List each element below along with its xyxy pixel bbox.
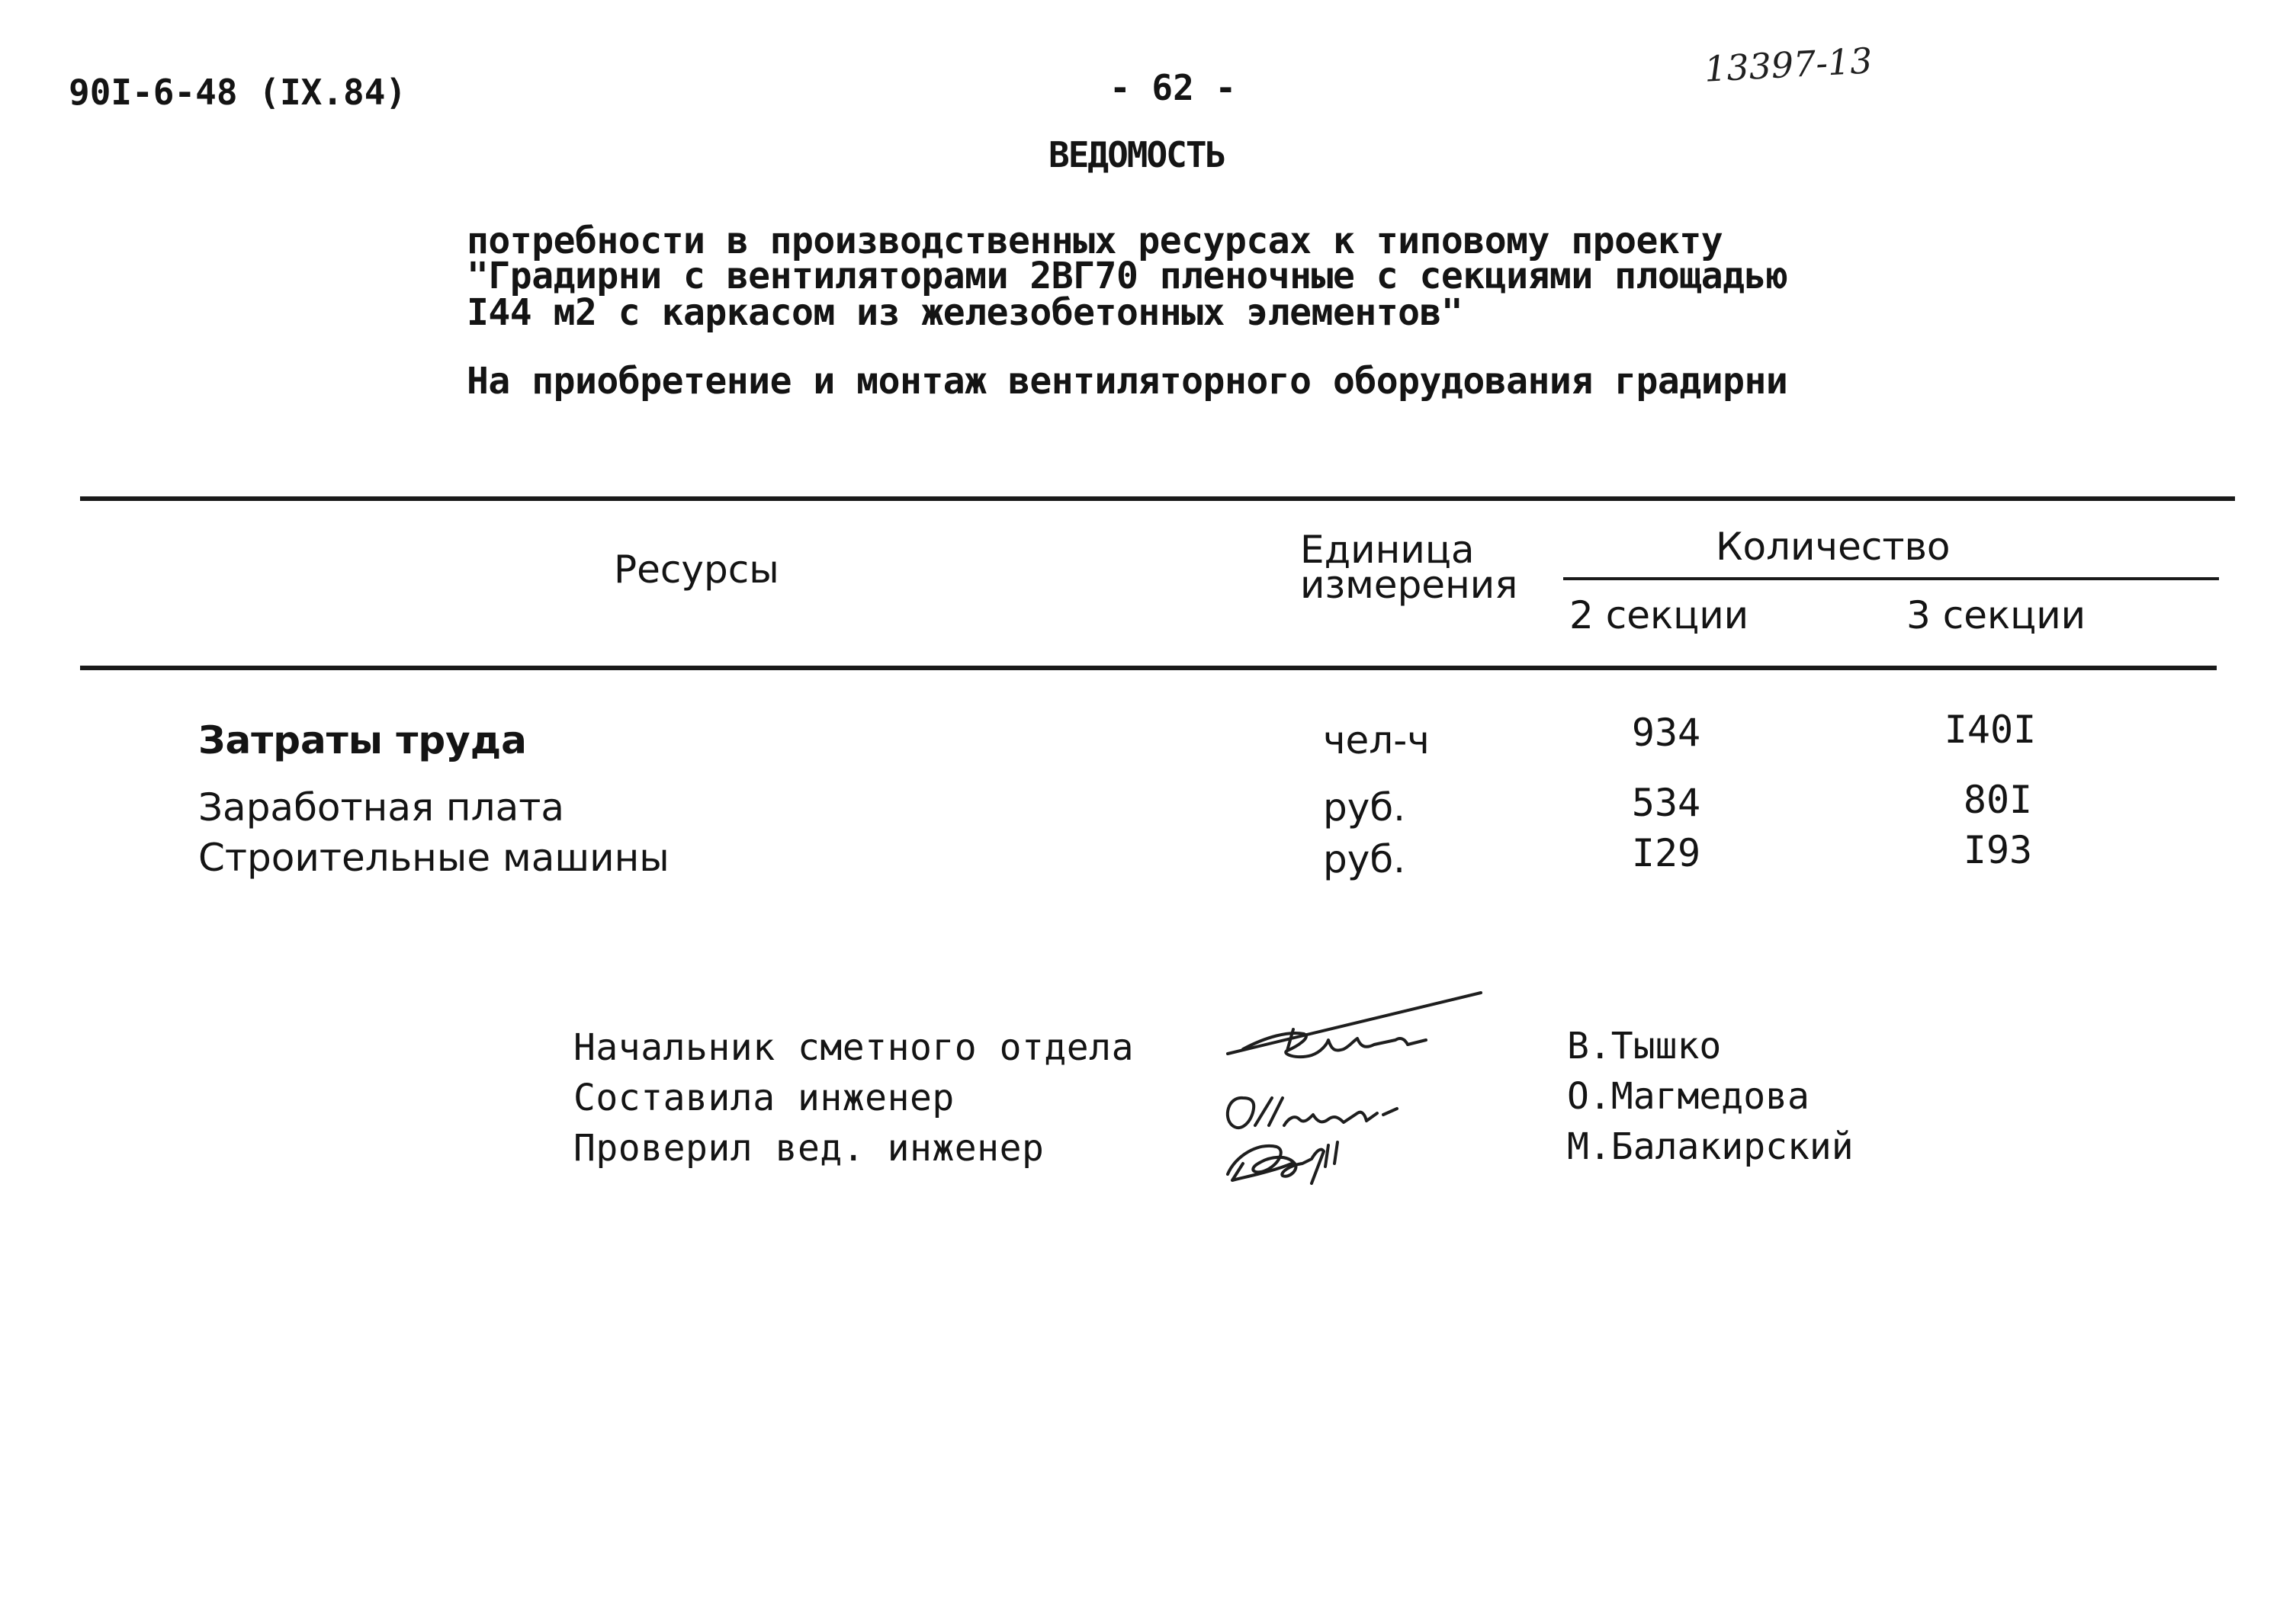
quantity-divider-rule xyxy=(1563,577,2219,580)
row-resource-name: Затраты труда xyxy=(198,718,527,762)
row-unit: чел-ч xyxy=(1323,718,1430,762)
document-title: ВЕДОМОСТЬ xyxy=(1048,134,1225,175)
row-value-2-sections: I29 xyxy=(1631,831,1701,875)
column-header-2-sections: 2 секции xyxy=(1569,593,1749,637)
row-value-3-sections: I40I xyxy=(1944,708,2037,752)
subtitle-line-3: I44 м2 с каркасом из железобетонных элементов" xyxy=(467,291,1463,334)
column-header-unit-line2: измерения xyxy=(1300,563,1518,607)
row-value-2-sections: 934 xyxy=(1631,711,1701,755)
signature-name-head: В.Тышко xyxy=(1567,1025,1722,1067)
column-header-quantity: Количество xyxy=(1716,525,1951,569)
signature-role-compiler: Составила инженер xyxy=(573,1077,955,1119)
subtitle-line-2: "Градирни с вентиляторами 2ВГ70 пленочные с секциями площадью xyxy=(467,255,1788,297)
table-header-bottom-rule xyxy=(80,666,2217,670)
purpose-line: На приобретение и монтаж вентиляторного оборудования градирни xyxy=(467,360,1788,403)
signature-role-checker: Проверил вед. инженер xyxy=(573,1127,1045,1170)
document-code: 90I-6-48 (IX.84) xyxy=(69,72,407,113)
table-top-rule xyxy=(80,496,2235,501)
signature-stroke xyxy=(1228,993,1481,1054)
column-header-resources: Ресурсы xyxy=(614,547,779,592)
signature-compiler xyxy=(1228,1098,1254,1128)
inventory-number: 13397-13 xyxy=(1703,40,1874,90)
row-unit: руб. xyxy=(1323,837,1406,881)
row-unit: руб. xyxy=(1323,785,1406,830)
handwritten-signatures xyxy=(1197,984,1502,1205)
row-resource-name: Заработная плата xyxy=(198,785,564,830)
row-value-3-sections: I93 xyxy=(1963,828,2033,872)
column-header-3-sections: 3 секции xyxy=(1906,593,2086,637)
subtitle-line-1: потребности в производственных ресурсах к типовому проекту xyxy=(467,220,1723,262)
row-value-3-sections: 80I xyxy=(1963,778,2033,822)
signature-head xyxy=(1243,1033,1426,1057)
page-number: - 62 - xyxy=(1109,67,1237,108)
row-value-2-sections: 534 xyxy=(1631,781,1701,825)
signature-name-compiler: О.Магмедова xyxy=(1567,1075,1810,1118)
signature-role-head: Начальник сметного отдела xyxy=(573,1026,1134,1069)
row-resource-name: Строительные машины xyxy=(198,836,670,880)
signature-name-checker: М.Балакирский xyxy=(1567,1125,1854,1168)
column-header-unit-line1: Единица xyxy=(1300,528,1475,572)
